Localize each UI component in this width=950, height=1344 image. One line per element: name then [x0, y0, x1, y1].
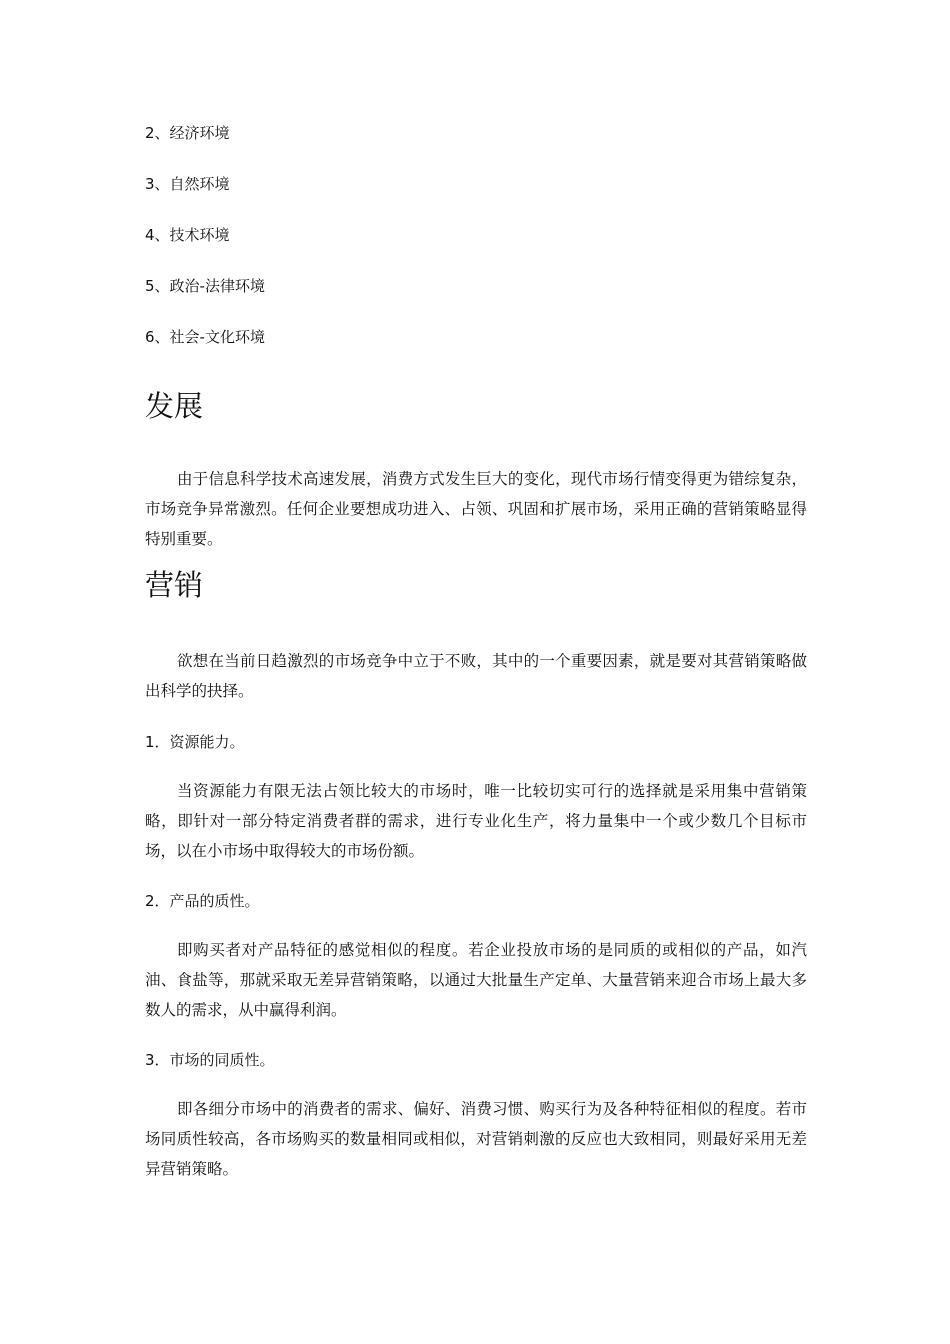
list-item-political-legal-env: 5、政治-法律环境: [145, 277, 265, 295]
list-item-tech-env: 4、技术环境: [145, 226, 230, 244]
paragraph-resource-capacity: 当资源能力有限无法占领比较大的市场时，唯一比较切实可行的选择就是采用集中营销策略，即针对一部分特定消费者群的需求，进行专业化生产，将力量集中一个或少数几个目标市场，以在小市场中取得较大的市场份额。: [145, 782, 807, 860]
item-title-market-homogeneity: 3．市场的同质性。: [145, 1051, 275, 1069]
paragraph-marketing-intro: 欲想在当前日趋激烈的市场竞争中立于不败，其中的一个重要因素，就是要对其营销策略做出科学的抉择。: [145, 652, 807, 700]
list-item-social-cultural-env: 6、社会-文化环境: [145, 328, 265, 346]
heading-development: 发展: [145, 389, 204, 423]
item-title-resource-capacity: 1．资源能力。: [145, 733, 245, 751]
item-title-product-nature: 2．产品的质性。: [145, 892, 260, 910]
heading-marketing: 营销: [145, 568, 204, 602]
list-item-natural-env: 3、自然环境: [145, 175, 230, 193]
list-item-economic-env: 2、经济环境: [145, 124, 230, 142]
paragraph-development: 由于信息科学技术高速发展，消费方式发生巨大的变化，现代市场行情变得更为错综复杂，市场竞争异常激烈。任何企业要想成功进入、占领、巩固和扩展市场，采用正确的营销策略显得特别重要。: [145, 470, 807, 548]
paragraph-market-homogeneity: 即各细分市场中的消费者的需求、偏好、消费习惯、购买行为及各种特征相似的程度。若市场同质性较高，各市场购买的数量相同或相似，对营销刺激的反应也大致相同，则最好采用无差异营销策略。: [145, 1100, 807, 1178]
paragraph-product-nature: 即购买者对产品特征的感觉相似的程度。若企业投放市场的是同质的或相似的产品，如汽油、食盐等，那就采取无差异营销策略，以通过大批量生产定单、大量营销来迎合市场上最大多数人的需求，从中赢得利润。: [145, 941, 807, 1019]
